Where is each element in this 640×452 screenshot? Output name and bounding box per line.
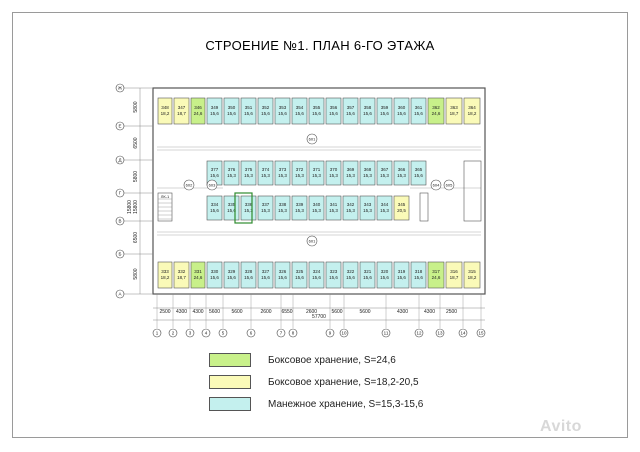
room-area: 15,6 <box>329 275 338 280</box>
col-axis-label: 11 <box>383 330 389 336</box>
col-axis-label: 1 <box>155 330 159 336</box>
col-axis-label: 13 <box>437 330 443 336</box>
room-area: 24,6 <box>193 275 203 280</box>
room-number: 321 <box>363 269 372 274</box>
room-area: 15,3 <box>363 173 372 178</box>
stair-label: ЛК-1 <box>160 194 170 199</box>
legend-label: Боксовое хранение, S=24,6 <box>268 354 396 366</box>
legend-item-box-24 <box>209 352 396 368</box>
room-area: 24,6 <box>431 111 441 116</box>
room-number: 315 <box>468 269 476 274</box>
room-area: 18,2 <box>160 275 170 280</box>
room-number: 356 <box>329 105 338 110</box>
room-number: 376 <box>227 167 236 172</box>
row-axis-label: В <box>118 218 122 224</box>
room-area: 15,3 <box>363 208 372 213</box>
room-number: 350 <box>227 105 236 110</box>
room-area: 15,6 <box>227 111 236 116</box>
room-area: 15,3 <box>244 208 253 213</box>
col-axis-label: 2 <box>171 330 175 336</box>
room-area: 15,6 <box>397 111 406 116</box>
room-area: 15,6 <box>210 173 219 178</box>
room-area: 18,2 <box>467 111 477 116</box>
room-area: 15,6 <box>312 275 321 280</box>
room-number: 340 <box>312 202 321 207</box>
room-number: 317 <box>432 269 440 274</box>
room-area: 15,6 <box>414 111 423 116</box>
room-area: 15,3 <box>295 173 304 178</box>
row-dim-label: 6500 <box>133 137 139 149</box>
room-area: 20,5 <box>397 208 406 213</box>
room-area: 15,3 <box>227 173 236 178</box>
room-area: 15,3 <box>278 173 287 178</box>
room-number: 346 <box>194 105 202 110</box>
room-area: 18,7 <box>177 111 186 116</box>
room-number: 362 <box>432 105 440 110</box>
legend-label: Боксовое хранение, S=18,2-20,5 <box>268 376 419 388</box>
room-number: 361 <box>414 105 423 110</box>
row-axis-label: Д <box>118 157 122 163</box>
room-area: 15,3 <box>295 208 304 213</box>
room-number: 364 <box>468 105 476 110</box>
col-axis-label: 12 <box>416 330 422 336</box>
room-area: 15,6 <box>380 275 389 280</box>
row-axis-label: Е <box>118 123 122 129</box>
room-number: 333 <box>161 269 169 274</box>
room-area: 24,6 <box>431 275 441 280</box>
col-axis-label: 6 <box>249 330 253 336</box>
room-area: 15,6 <box>278 275 287 280</box>
col-axis-label: 9 <box>328 330 332 336</box>
room-number: 342 <box>346 202 355 207</box>
room-area: 24,6 <box>193 111 203 116</box>
room-area: 15,6 <box>312 111 321 116</box>
room-area: 15,6 <box>278 111 287 116</box>
col-dim-label: 5600 <box>231 309 243 315</box>
room-number: 324 <box>312 269 321 274</box>
room-area: 15,3 <box>329 173 338 178</box>
col-dim-label: 2500 <box>159 309 171 315</box>
room-number: 335 <box>227 202 236 207</box>
row-dim-label: 5800 <box>133 268 139 280</box>
room-area: 18,2 <box>160 111 170 116</box>
legend-item-box-18 <box>209 374 419 390</box>
row-axis-label: Г <box>118 190 122 196</box>
room-area: 15,6 <box>363 111 372 116</box>
room-number: 371 <box>312 167 321 172</box>
col-axis-label: 3 <box>188 330 192 336</box>
room-number: 368 <box>363 167 372 172</box>
room-number: 348 <box>161 105 169 110</box>
room-area: 18,7 <box>177 275 186 280</box>
room-number: 322 <box>346 269 355 274</box>
room-area: 15,6 <box>346 275 355 280</box>
col-dim-label: 2600 <box>260 309 272 315</box>
room-number: 359 <box>380 105 389 110</box>
col-dim-label: 5600 <box>208 309 221 315</box>
room-area: 15,6 <box>363 275 372 280</box>
avito-watermark: Avito <box>540 418 582 435</box>
room-number: 365 <box>414 167 423 172</box>
room-number: 370 <box>329 167 338 172</box>
room-number: 367 <box>380 167 389 172</box>
corridor-label: 605 <box>445 182 453 188</box>
room-area: 15,6 <box>414 173 423 178</box>
room-area: 15,3 <box>346 208 355 213</box>
room-area: 15,3 <box>261 173 270 178</box>
room-area: 15,6 <box>261 275 270 280</box>
room-area: 15,3 <box>329 208 338 213</box>
room-area: 15,6 <box>295 111 304 116</box>
col-dim-label: 2600 <box>305 309 318 315</box>
corridor-label: 601 <box>308 136 316 142</box>
room-number: 339 <box>295 202 304 207</box>
col-dim-label: 4300 <box>396 309 409 315</box>
room-area: 18,7 <box>449 275 459 280</box>
col-dim-label: 2500 <box>445 309 458 315</box>
room-number: 357 <box>346 105 355 110</box>
row-dim-label: 6500 <box>133 231 139 244</box>
room-number: 319 <box>397 269 406 274</box>
total-width-label: 57700 <box>312 314 326 320</box>
legend-swatch <box>209 397 251 411</box>
corridor-label: 601 <box>308 238 316 244</box>
room-number: 332 <box>177 269 186 274</box>
room-number: 320 <box>380 269 389 274</box>
corridor-label: 602 <box>185 182 193 188</box>
room-area: 15,6 <box>397 275 406 280</box>
right-shaft <box>464 161 481 221</box>
row-dim-label: 5800 <box>133 101 139 113</box>
room-number: 338 <box>278 202 287 207</box>
room-number: 351 <box>244 105 253 110</box>
room-number: 347 <box>177 105 186 110</box>
room-area: 15,6 <box>295 275 304 280</box>
room-area: 15,6 <box>210 275 219 280</box>
room-number: 372 <box>295 167 304 172</box>
room-area: 15,3 <box>244 173 253 178</box>
room-number: 345 <box>397 202 406 207</box>
row-dim-label: 5800 <box>133 170 139 183</box>
col-axis-label: 15 <box>478 330 484 336</box>
room-number: 334 <box>210 202 219 207</box>
room-area: 15,6 <box>244 275 253 280</box>
room-area: 15,6 <box>227 275 236 280</box>
col-axis-label: 5 <box>221 330 225 336</box>
col-axis-label: 4 <box>204 330 208 336</box>
row-axis-label: Б <box>118 251 122 257</box>
col-dim-label: 4300 <box>175 309 188 315</box>
room-number: 349 <box>210 105 219 110</box>
corridor-label: 603 <box>208 182 216 188</box>
room-area: 15,3 <box>346 173 355 178</box>
room-area: 15,6 <box>414 275 423 280</box>
room-number: 377 <box>210 167 219 172</box>
legend-swatch <box>209 375 251 389</box>
room-number: 358 <box>363 105 372 110</box>
room-number: 369 <box>346 167 355 172</box>
room-number: 327 <box>261 269 270 274</box>
room-area: 15,6 <box>227 208 236 213</box>
row-dim-inner: 15800 <box>127 200 133 214</box>
col-dim-label: 4300 <box>192 309 204 315</box>
room-number: 375 <box>244 167 253 172</box>
room-area: 15,6 <box>329 111 338 116</box>
col-axis-label: 7 <box>279 330 283 336</box>
room-area: 15,6 <box>210 111 219 116</box>
room-number: 326 <box>278 269 287 274</box>
room-number: 318 <box>414 269 423 274</box>
room-number: 354 <box>295 105 304 110</box>
room-number: 341 <box>329 202 338 207</box>
room-area: 15,3 <box>312 173 321 178</box>
room-number: 336 <box>244 202 253 207</box>
room-number: 352 <box>261 105 270 110</box>
col-dim-label: 5600 <box>331 309 343 315</box>
room-number: 374 <box>261 167 270 172</box>
room-number: 316 <box>450 269 458 274</box>
room-number: 323 <box>329 269 338 274</box>
room-area: 15,3 <box>278 208 287 213</box>
room-number: 360 <box>397 105 406 110</box>
room-number: 330 <box>210 269 219 274</box>
room-area: 18,7 <box>449 111 459 116</box>
room-area: 18,2 <box>467 275 477 280</box>
room-area: 15,6 <box>380 111 389 116</box>
room-area: 15,6 <box>346 111 355 116</box>
row-axis-label: Ж <box>117 85 123 91</box>
room-number: 353 <box>278 105 287 110</box>
col-axis-label: 10 <box>341 330 347 336</box>
room-number: 344 <box>380 202 389 207</box>
col-dim-label: 4300 <box>423 309 436 315</box>
room-number: 355 <box>312 105 321 110</box>
row-dim-total: 15800 <box>133 200 139 214</box>
legend-item-arena <box>209 396 423 412</box>
room-area: 15,3 <box>261 208 270 213</box>
room-number: 325 <box>295 269 304 274</box>
room-number: 366 <box>397 167 406 172</box>
room-number: 331 <box>194 269 202 274</box>
room-area: 15,6 <box>244 111 253 116</box>
room-area: 15,6 <box>261 111 270 116</box>
room-area: 15,3 <box>380 208 389 213</box>
room-number: 328 <box>244 269 253 274</box>
plan-title: СТРОЕНИЕ №1. ПЛАН 6-ГО ЭТАЖА <box>205 38 435 53</box>
room-area: 15,3 <box>312 208 321 213</box>
col-axis-label: 8 <box>291 330 295 336</box>
room-number: 329 <box>227 269 236 274</box>
right-lift <box>420 193 428 221</box>
room-number: 373 <box>278 167 287 172</box>
room-area: 15,3 <box>397 173 406 178</box>
legend-swatch <box>209 353 251 367</box>
room-number: 363 <box>450 105 458 110</box>
col-axis-label: 14 <box>460 330 466 336</box>
room-number: 337 <box>261 202 270 207</box>
room-area: 15,6 <box>210 208 219 213</box>
room-area: 15,3 <box>380 173 389 178</box>
room-number: 343 <box>363 202 372 207</box>
legend-label: Манежное хранение, S=15,3-15,6 <box>268 398 424 410</box>
col-dim-label: 6550 <box>281 309 293 315</box>
corridor-label: 604 <box>432 182 440 188</box>
col-dim-label: 5600 <box>359 309 371 315</box>
row-axis-label: А <box>118 291 122 297</box>
